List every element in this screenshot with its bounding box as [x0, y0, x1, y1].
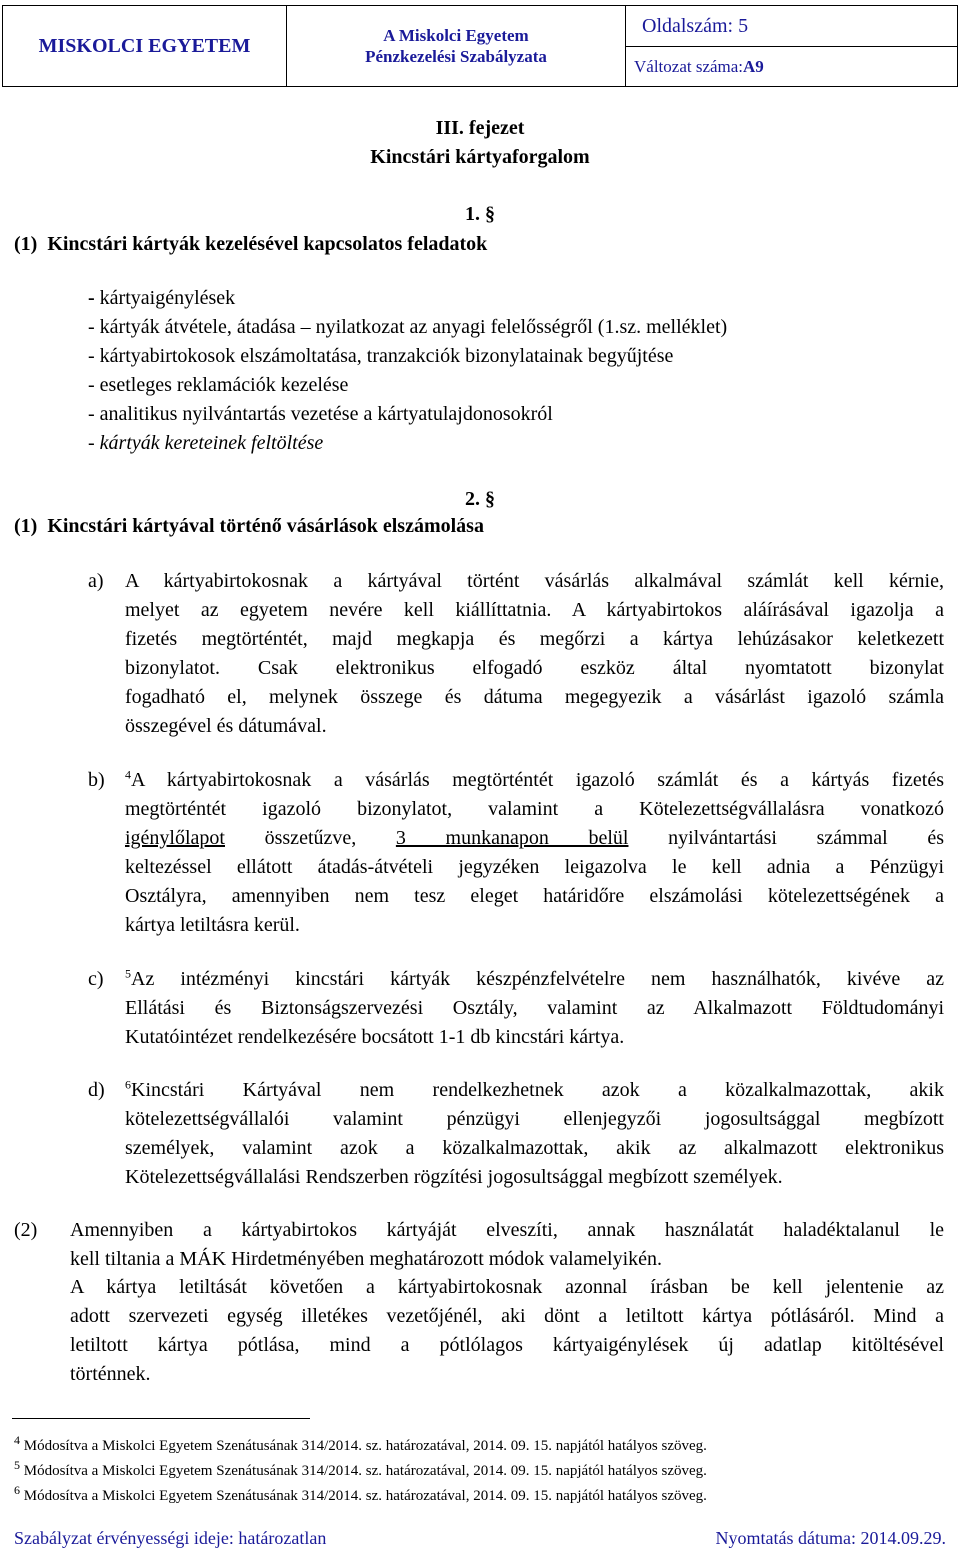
chapter-title: Kincstári kártyaforgalom	[370, 146, 590, 168]
item-a-line: bizonylatot. Csak elektronikus elfogadó eszköz által nyomtatott bizonylat	[125, 657, 944, 679]
version-value: A9	[743, 56, 764, 76]
document-title	[287, 6, 626, 86]
item-a-line: fizetés megtörténtét, majd megkapja és megőrzi a kártya lehúzásakor keletkezett	[125, 628, 944, 650]
footnote-separator	[12, 1418, 310, 1419]
section-1-heading: (1) Kincstári kártyák kezelésével kapcsolatos feladatok	[14, 233, 488, 255]
item-b-line: megtörténtét igazoló bizonylatot, valamint a Kötelezettségvállalásra vonatkozó	[125, 798, 944, 820]
item-b-label: b)	[88, 769, 105, 791]
item-c-line: Kutatóintézet rendelkezésére bocsátott 1-1 db kincstári kártya.	[125, 1026, 625, 1048]
validity-text: Szabályzat érvényességi ideje: határozatlan	[14, 1528, 327, 1548]
item-b-line: keltezéssel ellátott átadás-átvételi jegyzéken leigazolva le kell adnia a Pénzügyi	[125, 856, 944, 878]
list-item: - kártyák kereteinek feltöltése	[88, 432, 324, 454]
footnote-ref: 5	[125, 966, 131, 981]
paragraph-2-line: Amennyiben a kártyabirtokos kártyáját elveszíti, annak használatát haladéktalanul le	[70, 1219, 944, 1241]
item-a-line: melyet az egyetem nevére kell kiállíttatnia. A kártyabirtokos aláírásával igazolja a	[125, 599, 944, 621]
paragraph-2-line: letiltott kártya pótlása, mind a pótlólagos kártyaigénylések új adatlap kitöltésével	[70, 1334, 944, 1356]
list-item: - analitikus nyilvántartás vezetése a kártyatulajdonosokról	[88, 403, 553, 425]
item-d-line: személyek, valamint azok a közalkalmazottak, akik az alkalmazott elektronikus	[125, 1137, 944, 1159]
page-header	[2, 5, 958, 87]
item-a-line: összegével és dátumával.	[125, 715, 327, 737]
page-number: Oldalszám: 5	[626, 6, 957, 47]
version-label: Változat száma:	[634, 56, 744, 76]
paragraph-2-line: adott szervezeti egység illetékes vezetőjénél, aki dönt a letiltott kártya pótlásáról. Mind a	[70, 1305, 944, 1327]
section-1-mark: 1. §	[465, 203, 495, 225]
footnote: $^5$ Módosítva a Miskolci Egyetem Szenátusának 314/2014. sz. határozatával, 2014. 09. 15. napjától hatályos szöveg.	[14, 1458, 707, 1479]
item-b-line: Osztályra, amennyiben nem tesz eleget határidőre elszámolási kötelezettségének a	[125, 885, 944, 907]
item-d-line: Kötelezettségvállalási Rendszerben rögzítési jogosultsággal megbízott személyek.	[125, 1166, 783, 1188]
page-info	[626, 6, 957, 86]
footnote: $^4$ Módosítva a Miskolci Egyetem Szenátusának 314/2014. sz. határozatával, 2014. 09. 15. napjától hatályos szöveg.	[14, 1433, 707, 1454]
paragraph-2-line: A kártya letiltását követően a kártyabirtokosnak azonnal írásban be kell jelentenie az	[70, 1276, 944, 1298]
version-info	[626, 47, 957, 86]
item-c-line: $^5$Az intézményi kincstári kártyák készpénzfelvételre nem használhatók, kivéve az	[125, 966, 944, 990]
paragraph-2-line: kell tiltania a MÁK Hirdetményében meghatározott módok valamelyikén.	[70, 1248, 663, 1270]
paragraph-2-line: történnek.	[70, 1363, 151, 1385]
item-a-label: a)	[88, 570, 104, 592]
item-d-line: $^6$Kincstári Kártyával nem rendelkezhetnek azok a közalkalmazottak, akik	[125, 1077, 944, 1101]
footnote: $^6$ Módosítva a Miskolci Egyetem Szenátusának 314/2014. sz. határozatával, 2014. 09. 15. napjától hatályos szöveg.	[14, 1483, 707, 1504]
item-a-line: fogadható el, melynek összege és dátuma megegyezik a vásárlást igazoló számla	[125, 686, 944, 708]
chapter-number: III. fejezet	[435, 117, 525, 139]
document-title-line1: A Miskolci Egyetem	[383, 26, 529, 45]
list-item: - kártyaigénylések	[88, 287, 236, 309]
document-title-line2: Pénzkezelési Szabályzata	[365, 47, 547, 66]
item-a-line: A kártyabirtokosnak a kártyával történt vásárlás alkalmával számlát kell kérnie,	[125, 570, 944, 592]
item-b-line: $^4$A kártyabirtokosnak a vásárlás megtörténtét igazoló számlát és a kártyás fizetés	[125, 767, 944, 791]
paragraph-2-label: (2)	[14, 1219, 38, 1241]
list-item: - kártyák átvétele, átadása – nyilatkozat az anyagi felelősségről (1.sz. melléklet)	[88, 316, 728, 338]
item-b-line: kártya letiltásra kerül.	[125, 914, 300, 936]
item-d-label: d)	[88, 1079, 105, 1101]
institution-name: MISKOLCI EGYETEM	[3, 6, 287, 86]
footnote-ref: 6	[125, 1077, 131, 1092]
item-c-label: c)	[88, 968, 104, 990]
item-d-line: kötelezettségvállalói valamint pénzügyi ellenjegyzői jogosultsággal megbízott	[125, 1108, 944, 1130]
footnote-ref: 4	[125, 767, 131, 782]
print-date: Nyomtatás dátuma: 2014.09.29.	[715, 1528, 946, 1548]
section-2-mark: 2. §	[465, 488, 495, 510]
list-item: - kártyabirtokosok elszámoltatása, tranzakciók bizonylatainak begyűjtése	[88, 345, 674, 367]
item-c-line: Ellátási és Biztonságszervezési Osztály, valamint az Alkalmazott Földtudományi	[125, 997, 944, 1019]
section-2-heading: (1) Kincstári kártyával történő vásárlások elszámolása	[14, 515, 484, 537]
item-b-line: igénylőlapot összetűzve, 3 munkanapon belül nyilvántartási számmal és	[125, 827, 944, 849]
list-item: - esetleges reklamációk kezelése	[88, 374, 349, 396]
